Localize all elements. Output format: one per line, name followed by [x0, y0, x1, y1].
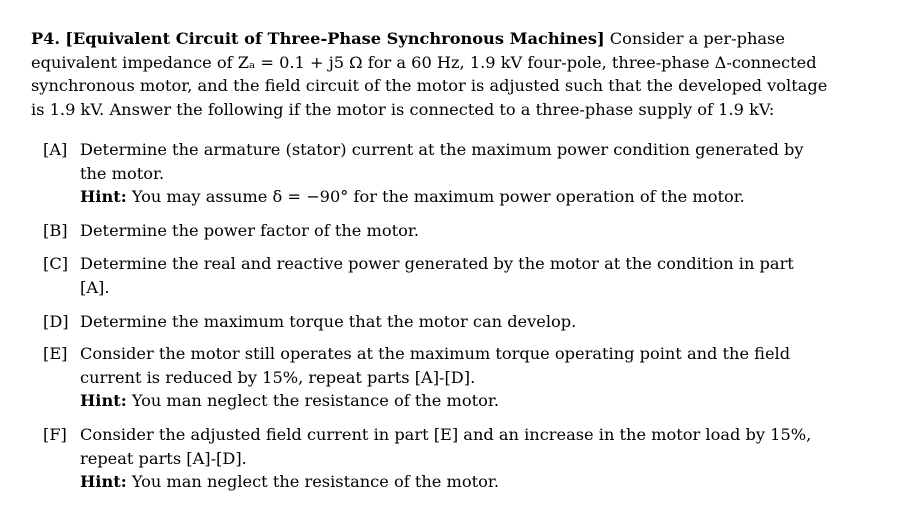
part-d: [43, 310, 833, 334]
part-a-line-2: the motor.: [80, 163, 165, 183]
part-a-hint: [80, 185, 833, 209]
intro-line-3: synchronous motor, and the field circuit of the motor is adjusted such that the developed voltage: [31, 76, 828, 96]
part-f-line-2: repeat parts [A]-[D].: [80, 448, 247, 468]
part-b-label: [B]: [43, 221, 68, 240]
intro-line-2: equivalent impedance of Zₐ = 0.1 + j5 Ω for a 60 Hz, 1.9 kV four-pole, three-phase Δ-connected: [31, 52, 817, 72]
part-c: [43, 252, 833, 299]
part-d-line-1: Determine the maximum torque that the motor can develop.: [80, 312, 577, 331]
part-f-line-1: Consider the adjusted field current in part [E] and an increase in the motor load by 15%,: [80, 425, 812, 444]
intro-text: Consider a per-phase: [609, 29, 785, 48]
part-b-line-1: Determine the power factor of the motor.: [80, 221, 419, 240]
part-e-hint: [80, 389, 833, 413]
part-f-hint: [80, 470, 833, 494]
intro-line-4: is 1.9 kV. Answer the following if the motor is connected to a three-phase supply of 1.9 kV:: [31, 99, 775, 119]
intro-line-1: [31, 27, 831, 51]
part-e-label: [E]: [43, 344, 68, 363]
part-a: [43, 138, 833, 209]
part-e: [43, 342, 833, 413]
part-a-label: [A]: [43, 140, 68, 159]
part-a-line-1: Determine the armature (stator) current at the maximum power condition generated by: [80, 140, 804, 159]
part-c-label: [C]: [43, 254, 69, 273]
part-f: [43, 423, 833, 494]
part-c-line-2: [A].: [80, 277, 110, 297]
part-e-line-2: current is reduced by 15%, repeat parts [A]-[D].: [80, 367, 476, 387]
part-d-label: [D]: [43, 312, 69, 331]
hint-text: You man neglect the resistance of the motor.: [131, 391, 499, 411]
hint-label: Hint:: [80, 187, 127, 207]
hint-label: Hint:: [80, 472, 127, 492]
hint-text: You man neglect the resistance of the motor.: [131, 472, 499, 492]
hint-text: You may assume δ = −90° for the maximum power operation of the motor.: [131, 187, 745, 207]
part-f-label: [F]: [43, 425, 67, 444]
part-b: [43, 219, 833, 243]
hint-label: Hint:: [80, 391, 127, 411]
part-c-line-1: Determine the real and reactive power generated by the motor at the condition in part: [80, 254, 794, 273]
problem-title: [Equivalent Circuit of Three-Phase Synchronous Machines]: [65, 29, 605, 48]
problem-number: P4.: [31, 29, 61, 48]
problem-statement: [31, 27, 831, 121]
part-e-line-1: Consider the motor still operates at the maximum torque operating point and the field: [80, 344, 791, 363]
